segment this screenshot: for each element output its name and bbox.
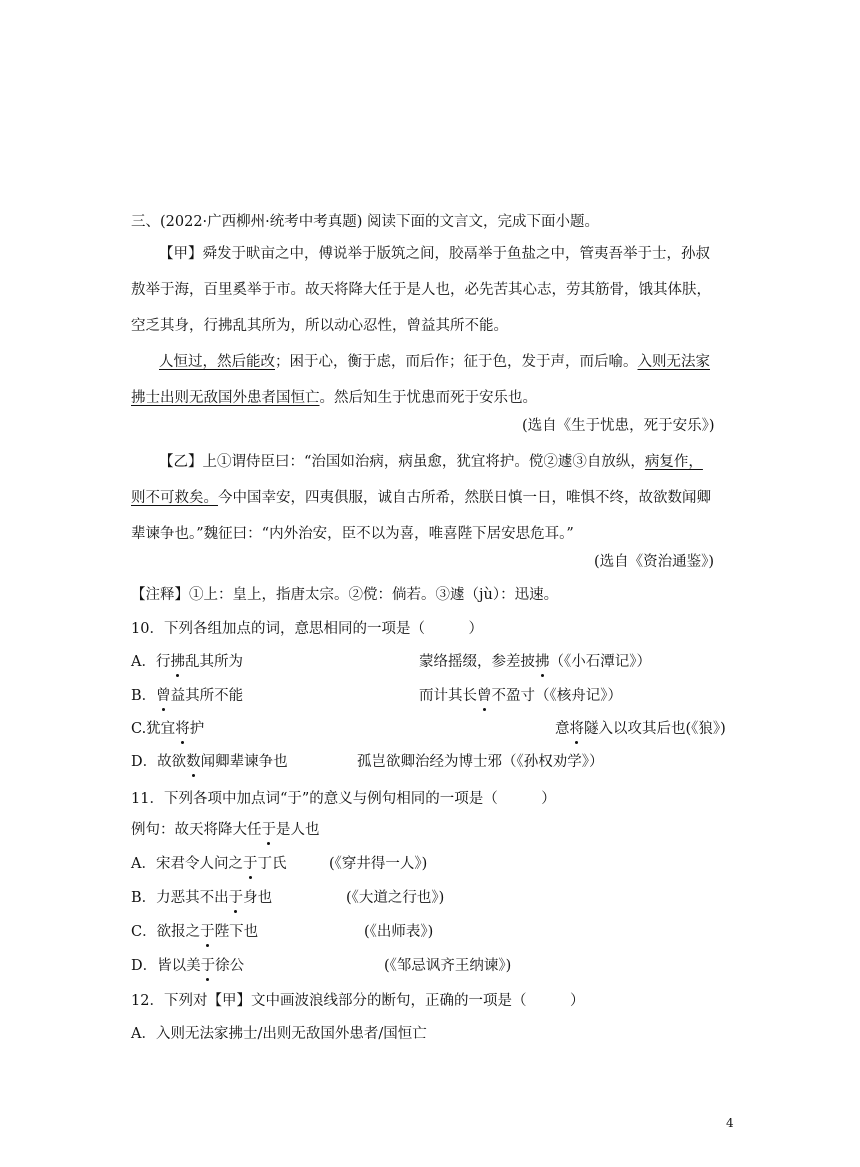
yi-source: (选自《资治通鉴》) (594, 554, 715, 570)
dotted-char: 曾 (477, 688, 492, 704)
opt-text: 隧入以攻其后也(《狼》) (584, 721, 726, 737)
q11-option-d (131, 956, 244, 976)
opt-text: 例句：故天将降大任 (131, 822, 262, 838)
q11-stem: 11．下列各项中加点词“于”的意义与例句相同的一项是（ ） (131, 791, 556, 807)
opt-text: B． (131, 688, 157, 704)
underlined-phrase: 人恒过，然后能改 (159, 354, 275, 370)
opt-text: 护 (189, 721, 205, 737)
q12-option-a: A．入则无法家拂士/出则无敌国外患者/国恒亡 (131, 1026, 427, 1042)
page-number: 4 (726, 1116, 734, 1130)
yi-text: 【乙】上①谓侍臣曰：“治国如治病，病虽愈，犹宜将护。傥②遽③自放纵， (159, 454, 645, 470)
q10-option-d-compare: 孤岂欲卿治经为博士邪（《孙权劝学》） (357, 754, 604, 770)
yi-line1 (159, 452, 703, 472)
q10-option-c-compare (555, 719, 726, 739)
section-header: 三、(2022·广西柳州·统考中考真题) 阅读下面的文言文，完成下面小题。 (131, 214, 600, 230)
opt-text: 闻卿辈谏争也 (200, 754, 288, 770)
opt-text: 意 (555, 721, 570, 737)
q10-stem: 10．下列各组加点的词，意思相同的一项是（ ） (131, 621, 483, 637)
opt-text: D．皆以美 (131, 958, 201, 974)
jia-para2-text-cont: 。然后知生于忧患而死于安乐也。 (319, 390, 537, 406)
q12-stem: 12．下列对【甲】文中画波浪线部分的断句，正确的一项是（ ） (131, 993, 585, 1009)
jia-source: (选自《生于忧患，死于安乐》) (522, 418, 715, 434)
jia-para2-line1 (159, 352, 710, 372)
dotted-char: 拂 (535, 654, 550, 670)
dotted-char: 将 (569, 721, 584, 737)
dotted-char: 于 (242, 856, 258, 872)
jia-para2-text: ；困于心，衡于虑，而后作；征于色，发于声，而后喻。 (275, 354, 638, 370)
dotted-char: 于 (228, 890, 244, 906)
opt-text: 而计其长 (419, 688, 477, 704)
q11-option-b-source: (《大道之行也》) (346, 890, 445, 906)
yi-text-cont: 今中国幸安，四夷俱服，诚自古所希，然朕日慎一日，唯惧不终，故欲数闻卿 (218, 490, 711, 506)
q11-option-a-source: (《穿井得一人》) (329, 856, 428, 872)
underlined-phrase-yi: 病复作， (644, 454, 703, 470)
dotted-char: 拂 (170, 654, 185, 670)
jia-para1-line3: 空乏其身，行拂乱其所为，所以动心忍性，曾益其所不能。 (131, 318, 508, 334)
yi-line3: 辈谏争也。”魏征曰：“内外治安，臣不以为喜，唯喜陛下居安思危耳。” (131, 526, 574, 542)
q10-option-c (131, 719, 204, 739)
q11-option-d-source: (《邹忌讽齐王纳谏》) (384, 958, 512, 974)
opt-text: 丁氏 (257, 856, 287, 872)
jia-para2-line2 (131, 388, 537, 408)
q10-option-a (131, 652, 243, 672)
opt-text: 是人也 (276, 822, 320, 838)
dotted-char: 曾 (156, 688, 171, 704)
q10-option-a-compare (419, 652, 651, 672)
opt-text: A．行 (131, 654, 171, 670)
dotted-char: 数 (186, 754, 201, 770)
opt-text: 陛下也 (214, 924, 259, 940)
jia-para1-line2: 敖举于海，百里奚举于市。故天将降大任于是人也，必先苦其心志，劳其筋骨，饿其体肤， (131, 282, 711, 298)
q11-option-b (131, 888, 272, 908)
wavy-line-phrase: 入则无法家 (637, 354, 710, 370)
q11-option-c-source: (《出师表》) (364, 924, 434, 940)
opt-text: 徐公 (215, 958, 245, 974)
yi-line2 (131, 488, 711, 508)
opt-text: 益其所不能 (170, 688, 244, 704)
opt-text: 蒙络摇缀，参差披 (419, 654, 535, 670)
dotted-char: 于 (200, 958, 216, 974)
q10-option-b (131, 686, 243, 706)
dotted-char: 于 (200, 924, 215, 940)
opt-text: 不盈寸（《核舟记》） (491, 688, 622, 704)
opt-text: B．力恶其不出 (131, 890, 229, 906)
q11-option-c (131, 922, 258, 942)
underlined-phrase-yi-cont: 则不可救矣。 (131, 490, 218, 506)
q10-option-d (131, 752, 288, 772)
wavy-line-phrase-cont: 拂士出则无敌国外患者国恒亡 (131, 390, 320, 406)
jia-para1-line1: 【甲】舜发于畎亩之中，傅说举于版筑之间，胶鬲举于鱼盐之中，管夷吾举于士，孙叔 (159, 246, 710, 262)
opt-text: 身也 (243, 890, 273, 906)
q11-option-a (131, 854, 286, 874)
opt-text: D．故欲 (131, 754, 187, 770)
dotted-char: 将 (175, 721, 190, 737)
dotted-char: 于 (261, 822, 276, 838)
opt-text: （《小石潭记》） (549, 654, 651, 670)
annotation-note: 【注释】①上：皇上，指唐太宗。②傥：倘若。③遽（jù）：迅速。 (131, 587, 559, 603)
opt-text: A．宋君令人问之 (131, 856, 243, 872)
q10-option-b-compare (419, 686, 622, 706)
opt-text: C．欲报之 (131, 924, 201, 940)
opt-text: 乱其所为 (184, 654, 243, 670)
opt-text: C.犹宜 (131, 721, 176, 737)
q11-example (131, 820, 320, 840)
